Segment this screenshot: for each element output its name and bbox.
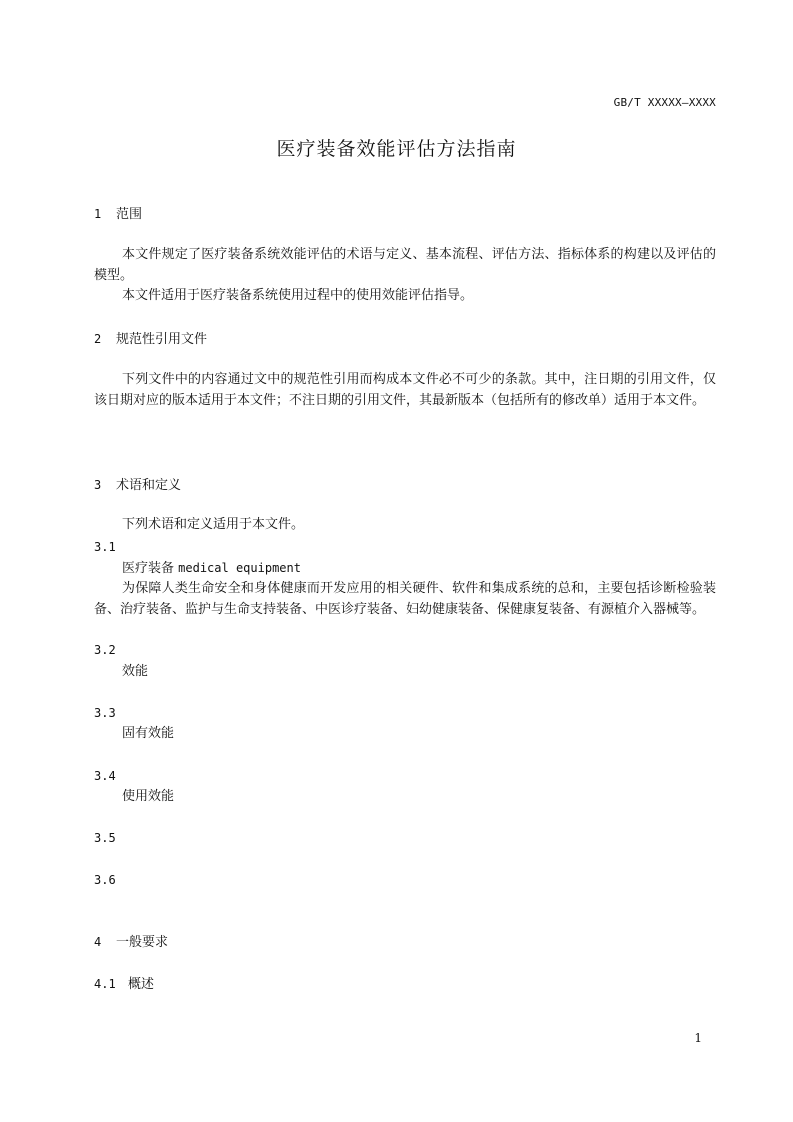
term-3-4: 使用效能: [122, 789, 175, 804]
section-4-heading: [94, 933, 716, 952]
term-3-3: 固有效能: [122, 726, 175, 741]
term-3-1-definition: [94, 579, 716, 620]
subsection-4-1-heading: [94, 975, 716, 994]
section-1-heading: [94, 205, 716, 224]
section-title: 一般要求: [116, 935, 169, 950]
section-2-heading: [94, 330, 716, 349]
page-number: 1: [694, 1031, 702, 1045]
paragraph: 本文件规定了医疗装备系统效能评估的术语与定义、基本流程、评估方法、指标体系的构建以及评估的模型。: [94, 247, 716, 283]
term-3-1: [122, 559, 301, 578]
clause-number-3-1: 3.1: [94, 540, 116, 554]
term-english: medical equipment: [178, 561, 301, 575]
standard-code: GB/T XXXXX—XXXX: [613, 96, 716, 109]
section-number: 3: [94, 478, 102, 492]
subsection-number: 4.1: [94, 977, 116, 991]
term-3-2: 效能: [122, 664, 149, 679]
paragraph: 为保障人类生命安全和身体健康而开发应用的相关硬件、软件和集成系统的总和，主要包括诊断检验装备、治疗装备、监护与生命支持装备、中医诊疗装备、妇幼健康装备、保健康复装备、有源植介入器械等。: [94, 581, 716, 617]
section-3-intro: [94, 515, 716, 536]
term-name: 医疗装备: [122, 561, 175, 576]
clause-number-3-3: 3.3: [94, 706, 116, 720]
clause-number-3-4: 3.4: [94, 769, 116, 783]
clause-number-3-5: 3.5: [94, 831, 116, 845]
section-2-body: [94, 370, 716, 411]
section-title: 规范性引用文件: [116, 332, 208, 347]
clause-number-3-2: 3.2: [94, 643, 116, 657]
document-title: 医疗装备效能评估方法指南: [276, 138, 517, 160]
section-title: 范围: [116, 207, 143, 222]
section-3-heading: [94, 476, 716, 495]
paragraph: 本文件适用于医疗装备系统使用过程中的使用效能评估指导。: [122, 288, 474, 303]
clause-number-3-6: 3.6: [94, 873, 116, 887]
section-number: 1: [94, 207, 102, 221]
paragraph: 下列文件中的内容通过文中的规范性引用而构成本文件必不可少的条款。其中，注日期的引用文件，仅该日期对应的版本适用于本文件；不注日期的引用文件，其最新版本（包括所有的修改单）适用于本文件。: [94, 372, 716, 408]
paragraph: 下列术语和定义适用于本文件。: [122, 517, 305, 532]
section-number: 2: [94, 332, 102, 346]
section-number: 4: [94, 935, 102, 949]
section-1-body: [94, 245, 716, 307]
section-title: 术语和定义: [116, 478, 182, 493]
subsection-title: 概述: [128, 977, 155, 992]
